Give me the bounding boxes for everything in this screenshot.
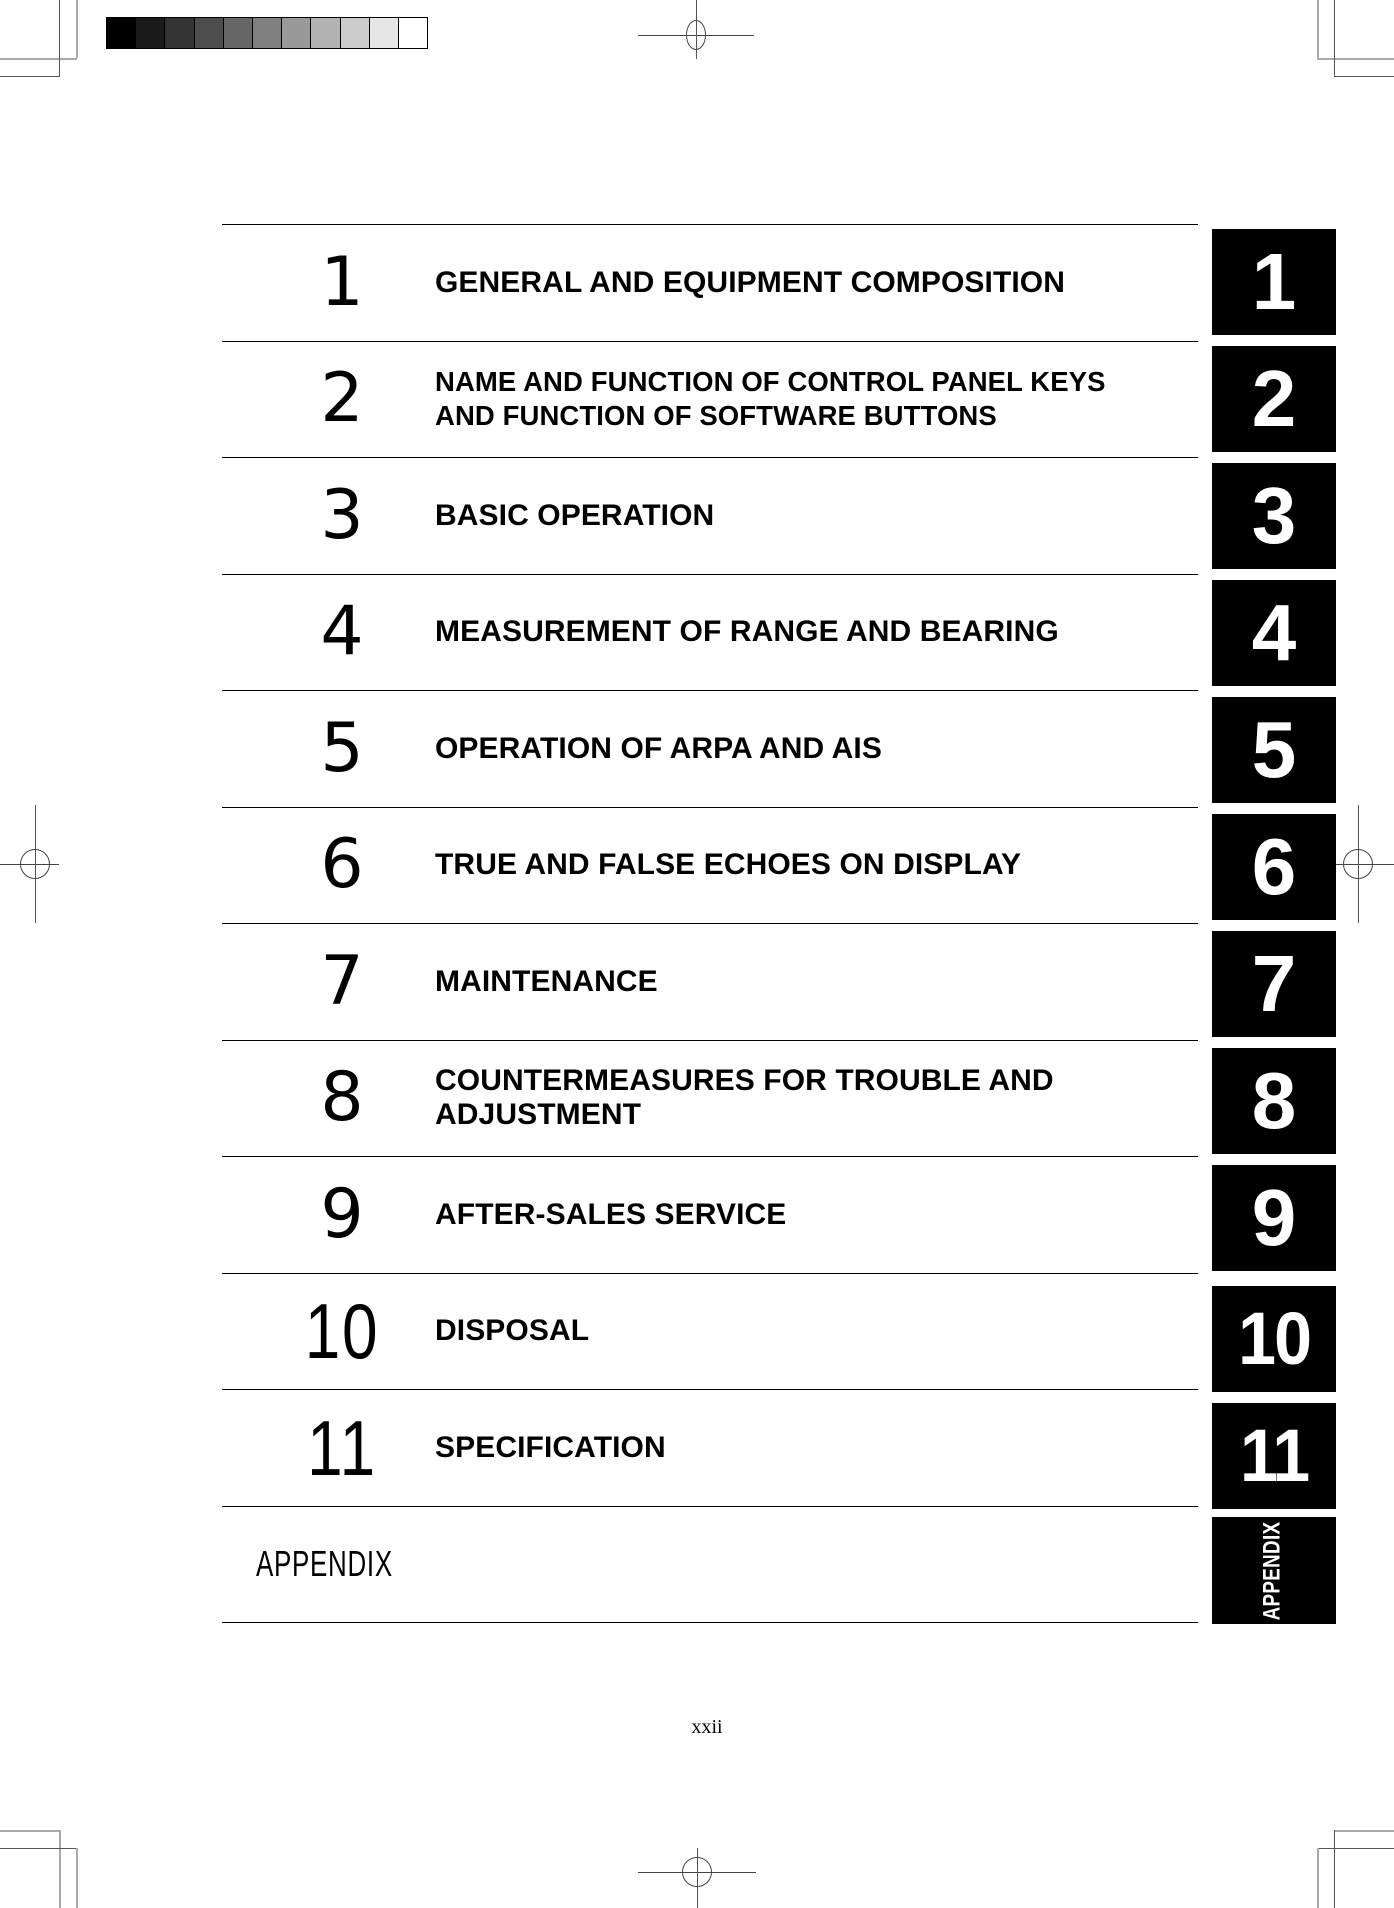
grayscale-swatch xyxy=(165,18,194,48)
tab-label: 9 xyxy=(1251,1173,1297,1262)
thumb-tab-chapter-4[interactable] xyxy=(1212,580,1336,686)
grayscale-swatch xyxy=(253,18,282,48)
tab-label: 1 xyxy=(1251,237,1297,326)
toc-row-chapter-11[interactable] xyxy=(222,1390,1198,1507)
tab-label: 10 xyxy=(1237,1297,1311,1380)
grayscale-swatch xyxy=(282,18,311,48)
tab-label: 5 xyxy=(1251,705,1297,794)
grayscale-calibration-bar xyxy=(106,17,428,49)
chapter-title-text: BASIC OPERATION xyxy=(435,498,715,532)
chapter-title xyxy=(435,575,1175,691)
chapter-title xyxy=(435,1390,1175,1506)
chapter-number: 3 xyxy=(320,475,364,555)
toc-row-chapter-8[interactable] xyxy=(222,1041,1198,1158)
thumb-tab-chapter-6[interactable] xyxy=(1212,814,1336,920)
thumb-tab-chapter-8[interactable] xyxy=(1212,1048,1336,1154)
chapter-number: 10 xyxy=(304,1287,380,1376)
chapter-title-line-1: COUNTERMEASURES FOR TROUBLE AND xyxy=(435,1064,1054,1098)
chapter-title-text: DISPOSAL xyxy=(435,1314,590,1348)
chapter-title xyxy=(435,1274,1175,1390)
chapter-title-line-2: AND FUNCTION OF SOFTWARE BUTTONS xyxy=(435,400,997,432)
chapter-title xyxy=(435,342,1175,458)
page-number: xxii xyxy=(691,1716,723,1738)
toc-row-chapter-9[interactable] xyxy=(222,1157,1198,1274)
grayscale-swatch xyxy=(195,18,224,48)
thumb-tab-chapter-9[interactable] xyxy=(1212,1165,1336,1271)
thumb-tab-chapter-2[interactable] xyxy=(1212,346,1336,452)
chapter-title-text: MAINTENANCE xyxy=(435,964,658,998)
chapter-title-text: GENERAL AND EQUIPMENT COMPOSITION xyxy=(435,265,1066,299)
thumb-tab-appendix[interactable] xyxy=(1212,1517,1336,1624)
chapter-title xyxy=(435,458,1175,574)
grayscale-swatch xyxy=(136,18,165,48)
thumb-tab-chapter-5[interactable] xyxy=(1212,697,1336,803)
grayscale-swatch xyxy=(399,18,427,48)
thumb-tab-chapter-11[interactable] xyxy=(1212,1403,1336,1509)
toc-row-chapter-7[interactable] xyxy=(222,924,1198,1041)
toc-row-appendix[interactable] xyxy=(222,1507,1198,1624)
appendix-label: APPENDIX xyxy=(256,1543,393,1585)
chapter-number: 8 xyxy=(320,1058,364,1138)
thumb-tab-chapter-10[interactable] xyxy=(1212,1286,1336,1392)
chapter-title-text: OPERATION OF ARPA AND AIS xyxy=(435,731,882,765)
tab-label: 2 xyxy=(1251,354,1297,443)
chapter-title xyxy=(435,1041,1175,1157)
chapter-number: 2 xyxy=(320,359,364,439)
chapter-number: 1 xyxy=(320,242,364,322)
chapter-title xyxy=(435,691,1175,807)
thumb-tab-chapter-1[interactable] xyxy=(1212,229,1336,335)
toc-row-chapter-2[interactable] xyxy=(222,342,1198,459)
toc-row-chapter-10[interactable] xyxy=(222,1274,1198,1391)
chapter-title-line-1: NAME AND FUNCTION OF CONTROL PANEL KEYS xyxy=(435,366,1106,398)
grayscale-swatch xyxy=(370,18,399,48)
tab-label: 8 xyxy=(1251,1056,1297,1145)
chapter-title-text: MEASUREMENT OF RANGE AND BEARING xyxy=(435,615,1059,649)
thumb-tab-chapter-7[interactable] xyxy=(1212,931,1336,1037)
toc-row-chapter-4[interactable] xyxy=(222,575,1198,692)
toc-row-chapter-6[interactable] xyxy=(222,808,1198,925)
chapter-title xyxy=(435,225,1175,341)
chapter-number: 9 xyxy=(320,1174,364,1254)
chapter-number: 7 xyxy=(320,941,364,1021)
chapter-title-text: TRUE AND FALSE ECHOES ON DISPLAY xyxy=(435,848,1022,882)
thumb-tab-chapter-3[interactable] xyxy=(1212,463,1336,569)
grayscale-swatch xyxy=(311,18,340,48)
chapter-number: 11 xyxy=(307,1403,377,1492)
tab-label: 4 xyxy=(1251,588,1297,677)
tab-label: 11 xyxy=(1239,1414,1309,1497)
tab-label: 7 xyxy=(1251,939,1297,1028)
toc-row-chapter-1[interactable] xyxy=(222,224,1198,342)
chapter-title-text: AFTER-SALES SERVICE xyxy=(435,1197,787,1231)
grayscale-swatch xyxy=(341,18,370,48)
grayscale-swatch xyxy=(107,18,136,48)
chapter-title xyxy=(435,1157,1175,1273)
toc-row-chapter-3[interactable] xyxy=(222,458,1198,575)
chapter-index xyxy=(222,224,1198,1623)
tab-label: 3 xyxy=(1251,471,1297,560)
chapter-title-text: SPECIFICATION xyxy=(435,1430,666,1464)
grayscale-swatch xyxy=(224,18,253,48)
chapter-title xyxy=(435,808,1175,924)
chapter-number: 4 xyxy=(320,592,364,672)
chapter-number: 5 xyxy=(320,708,364,788)
tab-label: APPENDIX xyxy=(1257,1521,1285,1620)
chapter-title-line-2: ADJUSTMENT xyxy=(435,1098,642,1132)
tab-label: 6 xyxy=(1251,822,1297,911)
chapter-title xyxy=(435,924,1175,1040)
chapter-number: 6 xyxy=(320,825,364,905)
toc-row-chapter-5[interactable] xyxy=(222,691,1198,808)
